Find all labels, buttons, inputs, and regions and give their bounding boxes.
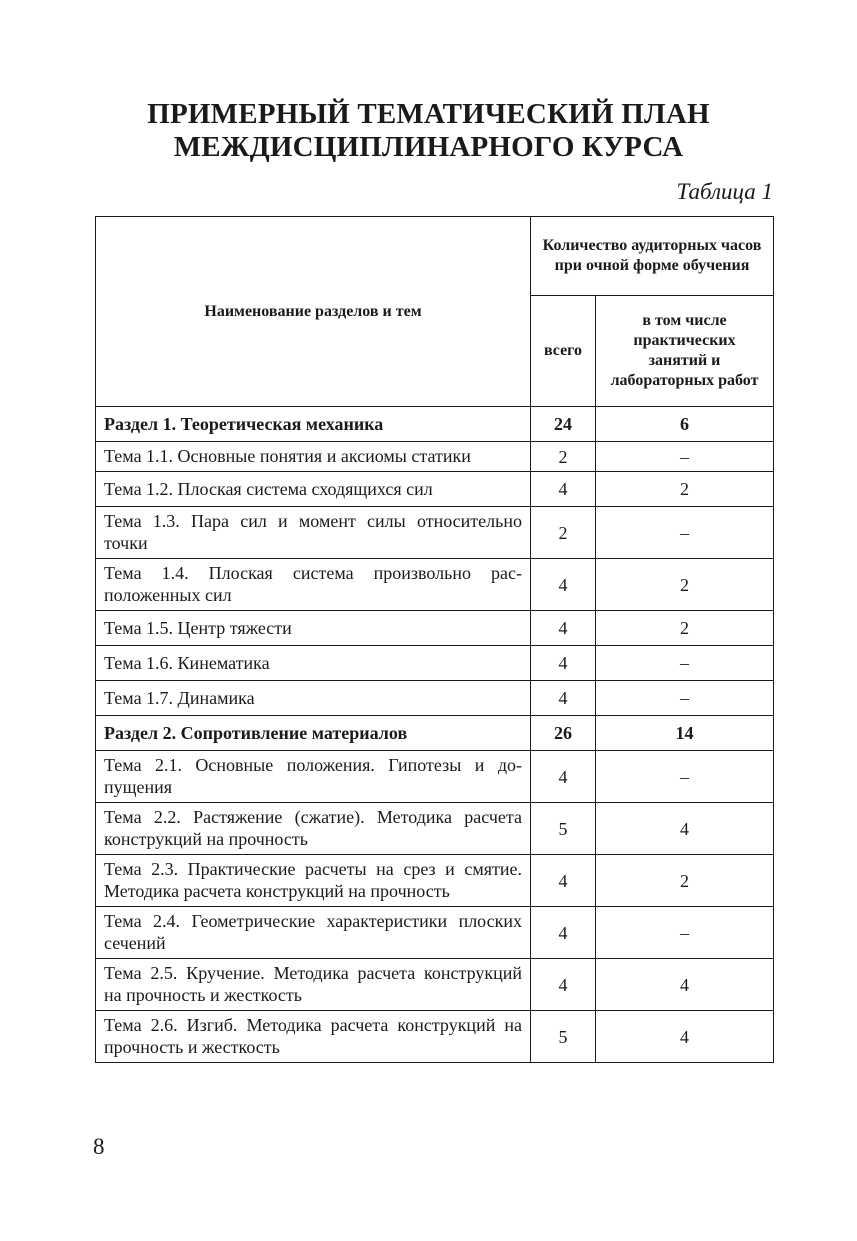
header-hours-group-label: Количество аудиторных часов при очной форме обучения — [542, 237, 762, 274]
total-hours-cell: 4 — [531, 855, 596, 907]
total-hours-cell: 4 — [531, 472, 596, 507]
practical-hours-cell: – — [596, 907, 774, 959]
topic-row — [96, 646, 774, 681]
topic-name: Тема 2.6. Изгиб. Методика расчета конструкций на прочность и жесткость — [96, 1011, 531, 1063]
topic-row — [96, 959, 774, 1011]
table-caption: Таблица 1 — [676, 179, 773, 204]
topic-row — [96, 803, 774, 855]
total-hours-cell: 4 — [531, 959, 596, 1011]
topic-name: Тема 1.4. Плоская система произвольно расположенных сил — [96, 559, 531, 611]
practical-hours-cell: – — [596, 646, 774, 681]
practical-hours-cell: 6 — [596, 407, 774, 442]
page-number: 8 — [93, 1134, 105, 1159]
total-hours-cell: 4 — [531, 907, 596, 959]
topic-row — [96, 442, 774, 472]
topic-row — [96, 681, 774, 716]
total-hours-cell: 4 — [531, 751, 596, 803]
topic-name: Тема 2.1. Основные положения. Гипотезы и допущения — [96, 751, 531, 803]
topic-name: Тема 1.5. Центр тяжести — [96, 611, 531, 646]
topic-name: Тема 1.1. Основные понятия и аксиомы статики — [96, 442, 531, 472]
header-name-label: Наименование разделов и тем — [204, 302, 422, 320]
total-hours-cell: 24 — [531, 407, 596, 442]
topic-row — [96, 472, 774, 507]
total-hours-cell: 4 — [531, 646, 596, 681]
topic-row — [96, 907, 774, 959]
topic-row — [96, 751, 774, 803]
practical-hours-cell: 4 — [596, 959, 774, 1011]
topic-name: Тема 2.3. Практические расчеты на срез и смятие. Методика расчета конструкций на прочность — [96, 855, 531, 907]
section-name: Раздел 2. Сопротивление материалов — [96, 716, 531, 751]
page-title-line-2: МЕЖДИСЦИПЛИНАРНОГО КУРСА — [173, 131, 684, 163]
total-hours-cell: 2 — [531, 442, 596, 472]
total-hours-cell: 4 — [531, 611, 596, 646]
topic-row — [96, 1011, 774, 1063]
practical-hours-cell: 4 — [596, 803, 774, 855]
total-hours-cell: 5 — [531, 803, 596, 855]
topic-name: Тема 1.3. Пара сил и момент силы относительно точки — [96, 507, 531, 559]
page-title — [0, 98, 857, 164]
total-hours-cell: 4 — [531, 681, 596, 716]
practical-hours-cell: – — [596, 507, 774, 559]
topic-row — [96, 855, 774, 907]
topic-name: Тема 1.6. Кинематика — [96, 646, 531, 681]
practical-hours-cell: – — [596, 442, 774, 472]
practical-hours-cell: 2 — [596, 611, 774, 646]
section-row — [96, 716, 774, 751]
topic-name: Тема 1.7. Динамика — [96, 681, 531, 716]
section-name: Раздел 1. Теоретическая механика — [96, 407, 531, 442]
practical-hours-cell: – — [596, 681, 774, 716]
total-hours-cell: 5 — [531, 1011, 596, 1063]
topic-row — [96, 559, 774, 611]
practical-hours-cell: – — [596, 751, 774, 803]
header-practical-column — [596, 296, 774, 407]
header-practical-label: в том числе практических занятий и лабораторных работ — [610, 312, 759, 389]
topic-name: Тема 2.4. Геометрические характеристики плоских сечений — [96, 907, 531, 959]
topic-name: Тема 1.2. Плоская система сходящихся сил — [96, 472, 531, 507]
practical-hours-cell: 2 — [596, 472, 774, 507]
topic-row — [96, 507, 774, 559]
header-total-column — [531, 296, 596, 407]
page-title-line-1: ПРИМЕРНЫЙ ТЕМАТИЧЕСКИЙ ПЛАН — [147, 98, 710, 130]
topic-name: Тема 2.2. Растяжение (сжатие). Методика расчета конструкций на прочность — [96, 803, 531, 855]
total-hours-cell: 2 — [531, 507, 596, 559]
thematic-plan-table — [95, 216, 774, 1063]
topic-row — [96, 611, 774, 646]
header-total-label: всего — [543, 342, 583, 359]
practical-hours-cell: 14 — [596, 716, 774, 751]
table-header — [96, 217, 774, 407]
total-hours-cell: 4 — [531, 559, 596, 611]
practical-hours-cell: 4 — [596, 1011, 774, 1063]
topic-name: Тема 2.5. Кручение. Методика расчета конструкций на прочность и жесткость — [96, 959, 531, 1011]
header-name-column — [96, 217, 531, 407]
practical-hours-cell: 2 — [596, 559, 774, 611]
section-row — [96, 407, 774, 442]
table-body — [96, 407, 774, 1063]
header-hours-group — [531, 217, 774, 296]
total-hours-cell: 26 — [531, 716, 596, 751]
practical-hours-cell: 2 — [596, 855, 774, 907]
